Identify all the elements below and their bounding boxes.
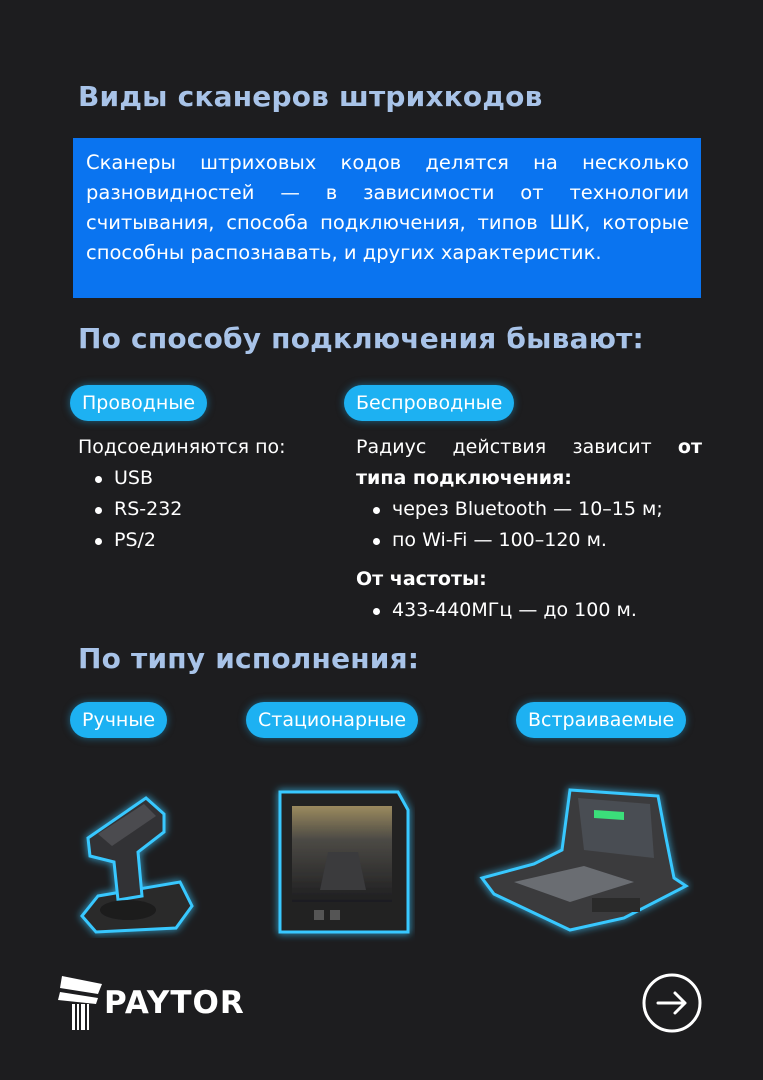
list-item: RS-232 xyxy=(92,494,182,525)
list-item: через Bluetooth — 10–15 м; xyxy=(370,494,663,525)
embedded-scanner-image xyxy=(474,778,694,948)
wired-intro: Подсоединяются по: xyxy=(78,436,286,458)
wireless-list xyxy=(370,494,663,556)
arrow-right-circle-icon[interactable] xyxy=(641,972,703,1034)
wired-badge: Проводные xyxy=(70,385,207,421)
stationary-badge: Стационарные xyxy=(246,702,418,738)
frequency-heading: От частоты: xyxy=(356,568,487,590)
connection-heading: По способу подключения бывают: xyxy=(78,322,644,355)
intro-word: Радиус xyxy=(356,436,427,458)
handheld-scanner-image xyxy=(68,778,208,938)
embedded-badge: Встраиваемые xyxy=(516,702,686,738)
frequency-list xyxy=(370,595,637,626)
logo-text: PAYTOR xyxy=(104,985,245,1021)
list-item: 433-440МГц — до 100 м. xyxy=(370,595,637,626)
list-item: USB xyxy=(92,463,182,494)
intro-word: действия xyxy=(452,436,547,458)
wireless-intro xyxy=(356,432,702,494)
wireless-badge: Беспроводные xyxy=(344,385,514,421)
intro-box: Сканеры штриховых кодов делятся на несколько разновидностей — в зависимости от технологии считывания, способа подключения, типов ШК, которые способны распознавать, и других характеристик. xyxy=(73,138,701,298)
handheld-badge: Ручные xyxy=(70,702,167,738)
intro-bold: типа подключения: xyxy=(356,467,572,489)
intro-bold: от xyxy=(677,436,702,458)
intro-word: зависит xyxy=(572,436,652,458)
list-item: по Wi-Fi — 100–120 м. xyxy=(370,525,663,556)
type-heading: По типу исполнения: xyxy=(78,642,420,675)
stationary-scanner-image xyxy=(270,782,415,942)
wired-list xyxy=(92,463,182,556)
list-item: PS/2 xyxy=(92,525,182,556)
page-title: Виды сканеров штрихкодов xyxy=(78,80,543,113)
